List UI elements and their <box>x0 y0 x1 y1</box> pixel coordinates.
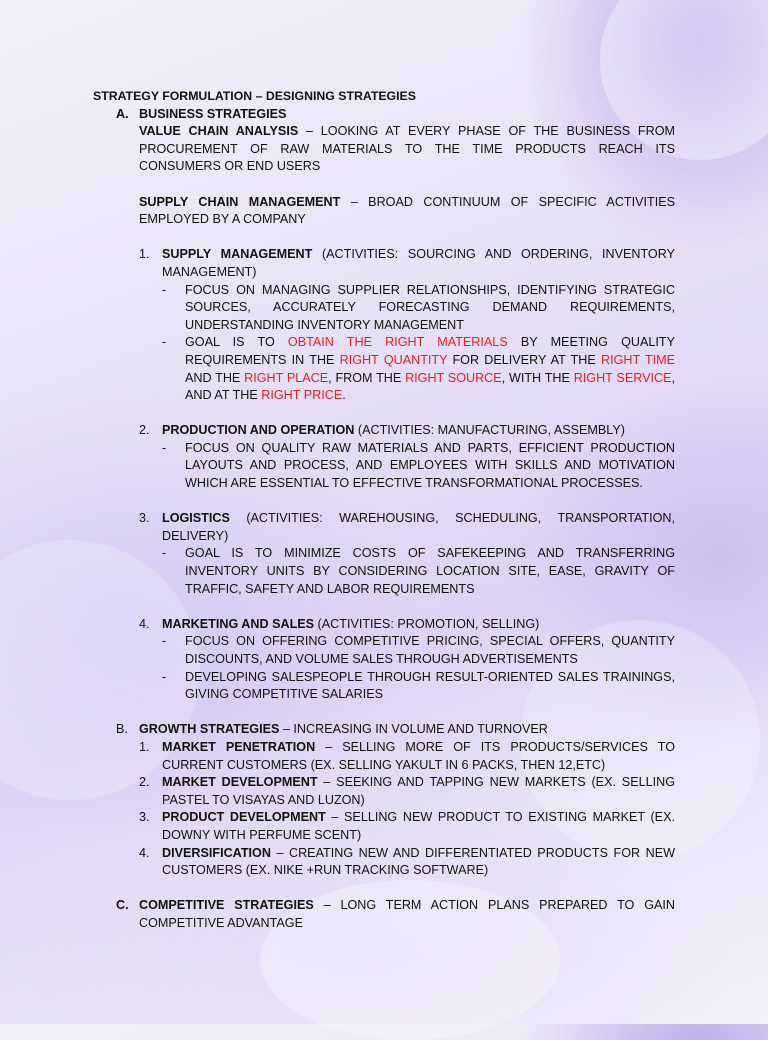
highlight: RIGHT SERVICE <box>573 370 672 385</box>
section-c <box>93 897 675 932</box>
value-chain-paragraph <box>139 123 675 176</box>
term: GROWTH STRATEGIES <box>139 722 280 737</box>
section-heading <box>139 897 675 932</box>
item-title <box>162 422 675 440</box>
term: SUPPLY MANAGEMENT <box>162 247 313 262</box>
section-b <box>93 721 675 879</box>
bullet-text: GOAL IS TO MINIMIZE COSTS OF SAFEKEEPING AND TRANSFERRING INVENTORY UNITS BY CONSIDERING LOCATION SITE, EASE, GRAVITY OF TRAFFIC, SAFETY AND LABOR REQUIREMENTS <box>185 546 675 596</box>
document-body <box>93 88 675 933</box>
item-number: 3. <box>139 810 150 825</box>
definition: – SELLING MORE OF ITS PRODUCTS/SERVICES TO CURRENT CUSTOMERS (EX. SELLING YAKULT IN 6 PACKS, THEN 12,ETC) <box>162 739 675 772</box>
bullet-item <box>162 282 675 335</box>
bullet-text: FOCUS ON QUALITY RAW MATERIALS AND PARTS, EFFICIENT PRODUCTION LAYOUTS AND PROCESS, AND EMPLOYEES WITH SKILLS AND MOTIVATION WHICH ARE ESSENTIAL TO EFFECTIVE TRANSFORMATIONAL PROCESSES. <box>185 440 675 491</box>
bullet-text: FOCUS ON OFFERING COMPETITIVE PRICING, SPECIAL OFFERS, QUANTITY DISCOUNTS, AND VOLUME SALES THROUGH ADVERTISEMENTS <box>185 634 675 666</box>
definition: – INCREASING IN VOLUME AND TURNOVER <box>279 722 548 737</box>
text-run: AND THE <box>185 370 245 385</box>
dash-marker: - <box>162 669 167 684</box>
item-number: 2. <box>139 775 150 790</box>
text-run: BY MEETING QUALITY REQUIREMENTS IN THE <box>185 335 675 367</box>
bullet-item <box>162 545 675 598</box>
text-run: FOR DELIVERY AT THE <box>447 352 601 367</box>
item-number: 4. <box>139 616 150 631</box>
section-letter: A. <box>116 106 129 121</box>
item-text <box>162 845 675 880</box>
term: LOGISTICS <box>162 511 230 526</box>
section-letter: C. <box>116 898 129 913</box>
definition: (ACTIVITIES: PROMOTION, SELLING) <box>314 616 540 631</box>
definition: (ACTIVITIES: MANUFACTURING, ASSEMBLY) <box>354 423 625 438</box>
highlight: RIGHT TIME <box>600 352 675 367</box>
highlight: RIGHT SOURCE <box>405 370 502 385</box>
bullet-item <box>162 440 675 493</box>
supply-chain-paragraph <box>139 194 675 229</box>
item-title <box>162 616 675 634</box>
item-title <box>162 510 675 545</box>
term: MARKET DEVELOPMENT <box>162 775 318 790</box>
definition: – SEEKING AND TAPPING NEW MARKETS (EX. SELLING PASTEL TO VISAYAS AND LUZON) <box>162 775 675 807</box>
text-run: . <box>342 388 346 403</box>
list-item <box>139 616 675 704</box>
term: PRODUCT DEVELOPMENT <box>162 810 326 825</box>
definition: – SELLING NEW PRODUCT TO EXISTING MARKET (EX. DOWNY WITH PERFUME SCENT) <box>162 810 675 842</box>
section-letter: B. <box>116 722 128 737</box>
item-text <box>162 739 675 774</box>
item-number: 2. <box>139 423 150 438</box>
text-run: , WITH THE <box>501 370 574 385</box>
highlight: RIGHT PRICE <box>261 388 343 403</box>
list-item <box>139 422 675 492</box>
definition: – LONG TERM ACTION PLANS PREPARED TO GAIN COMPETITIVE ADVANTAGE <box>139 898 675 930</box>
term: DIVERSIFICATION <box>162 845 271 860</box>
bullet-text: DEVELOPING SALESPEOPLE THROUGH RESULT-ORIENTED SALES TRAININGS, GIVING COMPETITIVE SALARIES <box>185 669 675 702</box>
definition: – LOOKING AT EVERY PHASE OF THE BUSINESS FROM PROCUREMENT OF RAW MATERIALS TO THE TIME PRODUCTS REACH ITS CONSUMERS OR END USERS <box>139 124 675 174</box>
list-item <box>139 809 675 844</box>
term: SUPPLY CHAIN MANAGEMENT <box>139 194 341 209</box>
item-text <box>162 809 675 844</box>
term: PRODUCTION AND OPERATION <box>162 423 355 438</box>
term: MARKETING AND SALES <box>162 616 315 631</box>
highlight: RIGHT PLACE <box>244 370 329 385</box>
section-heading <box>139 721 675 739</box>
term: MARKET PENETRATION <box>162 739 316 754</box>
text-run: GOAL IS TO <box>185 335 288 350</box>
highlight: RIGHT QUANTITY <box>339 352 448 367</box>
section-a <box>93 106 675 704</box>
term: VALUE CHAIN ANALYSIS <box>139 124 299 139</box>
dash-marker: - <box>162 282 167 297</box>
list-item <box>139 845 675 880</box>
text-run: , AND AT THE <box>185 370 675 403</box>
text-run: , FROM THE <box>328 370 406 385</box>
definition: – CREATING NEW AND DIFFERENTIATED PRODUCTS FOR NEW CUSTOMERS (EX. NIKE +RUN TRACKING SOFTWARE) <box>162 845 675 878</box>
item-text <box>162 774 675 809</box>
goal-text <box>185 334 675 404</box>
bullet-item <box>162 669 675 704</box>
item-number: 1. <box>139 247 150 262</box>
item-number: 1. <box>139 739 150 754</box>
highlight: OBTAIN THE RIGHT MATERIALS <box>287 335 508 350</box>
section-heading: BUSINESS STRATEGIES <box>139 106 287 121</box>
item-number: 4. <box>139 845 150 860</box>
bullet-item <box>162 633 675 668</box>
page-title: STRATEGY FORMULATION – DESIGNING STRATEGIES <box>93 89 416 103</box>
definition: – BROAD CONTINUUM OF SPECIFIC ACTIVITIES EMPLOYED BY A COMPANY <box>139 194 676 227</box>
dash-marker: - <box>162 546 167 561</box>
dash-marker: - <box>162 335 167 350</box>
list-item <box>139 510 675 598</box>
list-item <box>139 246 675 404</box>
dash-marker: - <box>162 634 167 649</box>
list-item <box>139 739 675 774</box>
definition: (ACTIVITIES: SOURCING AND ORDERING, INVENTORY MANAGEMENT) <box>162 247 675 279</box>
item-number: 3. <box>139 511 150 526</box>
term: COMPETITIVE STRATEGIES <box>139 898 314 913</box>
item-title <box>162 246 675 281</box>
bullet-item <box>162 334 675 404</box>
list-item <box>139 774 675 809</box>
definition: (ACTIVITIES: WAREHOUSING, SCHEDULING, TRANSPORTATION, DELIVERY) <box>162 511 675 543</box>
dash-marker: - <box>162 440 167 455</box>
bullet-text: FOCUS ON MANAGING SUPPLIER RELATIONSHIPS, IDENTIFYING STRATEGIC SOURCES, ACCURATELY FORECASTING DEMAND REQUIREMENTS, UNDERSTANDING INVENTORY MANAGEMENT <box>185 282 675 332</box>
